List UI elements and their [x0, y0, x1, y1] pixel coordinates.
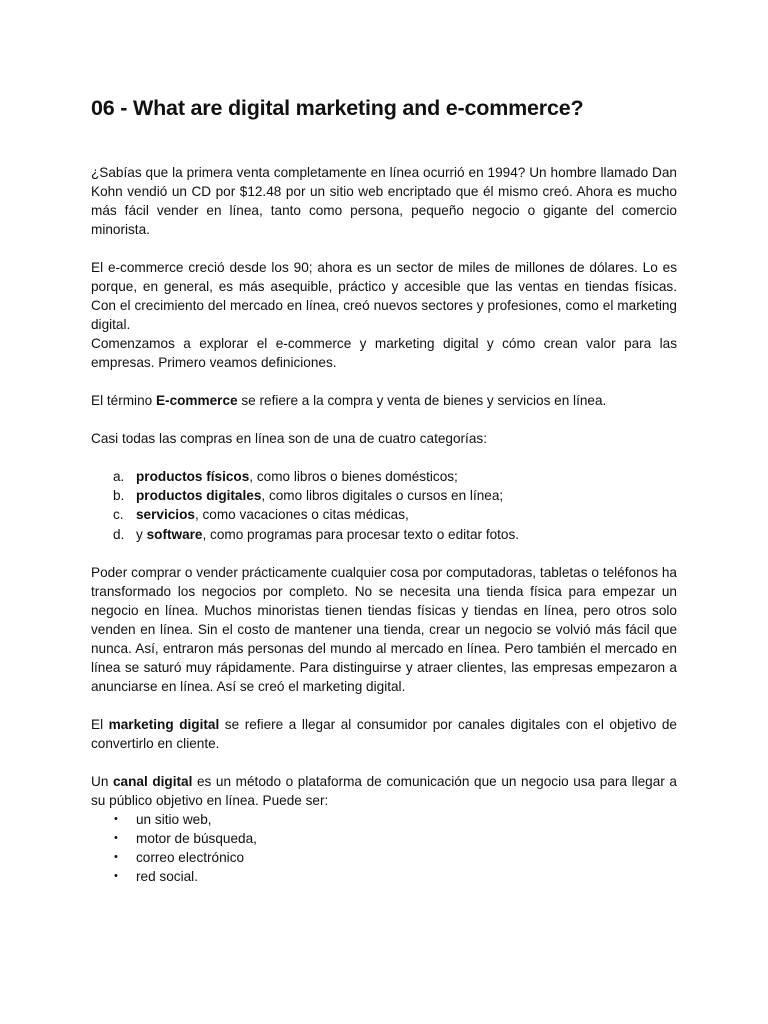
- title-text: What are digital marketing and e-commerce?: [133, 96, 584, 120]
- paragraph-explore: Comenzamos a explorar el e-commerce y marketing digital y cómo crean valor para las empresas. Primero veamos definiciones.: [91, 336, 677, 370]
- paragraph-intro: ¿Sabías que la primera venta completamente en línea ocurrió en 1994? Un hombre llamado Dan Kohn vendió un CD por $12.48 por un sitio web encriptado que él mismo creó. Ahora es mucho más fácil vender en línea, tanto como persona, pequeño negocio o gigante del comercio minorista.: [91, 165, 677, 237]
- paragraph-channel-definition: Un canal digital es un método o plataforma de comunicación que un negocio usa para llegar a su público objetivo en línea. Puede ser:: [91, 773, 677, 808]
- list-item: • motor de búsqueda,: [91, 829, 677, 848]
- list-item: c. servicios, como vacaciones o citas médicas,: [113, 507, 409, 523]
- list-item: • un sitio web,: [91, 810, 677, 829]
- list-item: • correo electrónico: [91, 848, 677, 867]
- term-canal-digital: canal digital: [112, 773, 193, 789]
- list-item: d. y software, como programas para procesar texto o editar fotos.: [113, 526, 520, 542]
- paragraph-transformation: Poder comprar o vender prácticamente cualquier cosa por computadoras, tabletas o teléfonos ha transformado los negocios por completo. No se necesita una tienda física para empezar un negocio en línea. Muchos minoristas tienen tiendas físicas y tiendas en línea, pero otros solo venden en línea. Sin el costo de mantener una tienda, crear un negocio se volvió más fácil que nunca. Así, entraron más personas del mundo al mercado en línea. Pero también el mercado en línea se saturó muy rápidamente. Para distinguirse y atraer clientes, las empresas empezaron a anunciarse en línea. Así se creó el marketing digital.: [91, 564, 677, 694]
- list-item: b. productos digitales, como libros digitales o cursos en línea;: [113, 488, 504, 504]
- paragraph-ecommerce-definition: El término E-commerce se refiere a la compra y venta de bienes y servicios en línea.: [91, 393, 607, 408]
- list-item: a. productos físicos, como libros o bienes domésticos;: [113, 469, 458, 484]
- bullet-icon: •: [114, 832, 118, 845]
- paragraph-categories-intro: Casi todas las compras en línea son de una de cuatro categorías:: [91, 431, 487, 446]
- bullet-icon: •: [114, 812, 118, 825]
- term-ecommerce: E-commerce: [155, 393, 238, 408]
- paragraph-ecommerce-growth: El e-commerce creció desde los 90; ahora es un sector de miles de millones de dólares. Lo es porque, en general, es más asequible, práctico y accesible que las ventas en tiendas físicas. Con el crecimiento del mercado en línea, creó nuevos sectores y profesiones, como el marketing digital.: [91, 260, 677, 332]
- term-marketing-digital: marketing digital: [108, 716, 220, 732]
- bullet-icon: •: [114, 851, 118, 864]
- paragraph-marketing-definition: El marketing digital se refiere a llegar al consumidor por canales digitales con el objetivo de convertirlo en cliente.: [91, 716, 677, 751]
- title-number: 06 -: [91, 96, 128, 120]
- bullet-icon: •: [114, 870, 118, 883]
- categories-list: [91, 467, 677, 544]
- document-body: [91, 93, 677, 887]
- channels-list: [91, 810, 677, 887]
- list-item: • red social.: [91, 867, 677, 886]
- page-title: [91, 93, 677, 123]
